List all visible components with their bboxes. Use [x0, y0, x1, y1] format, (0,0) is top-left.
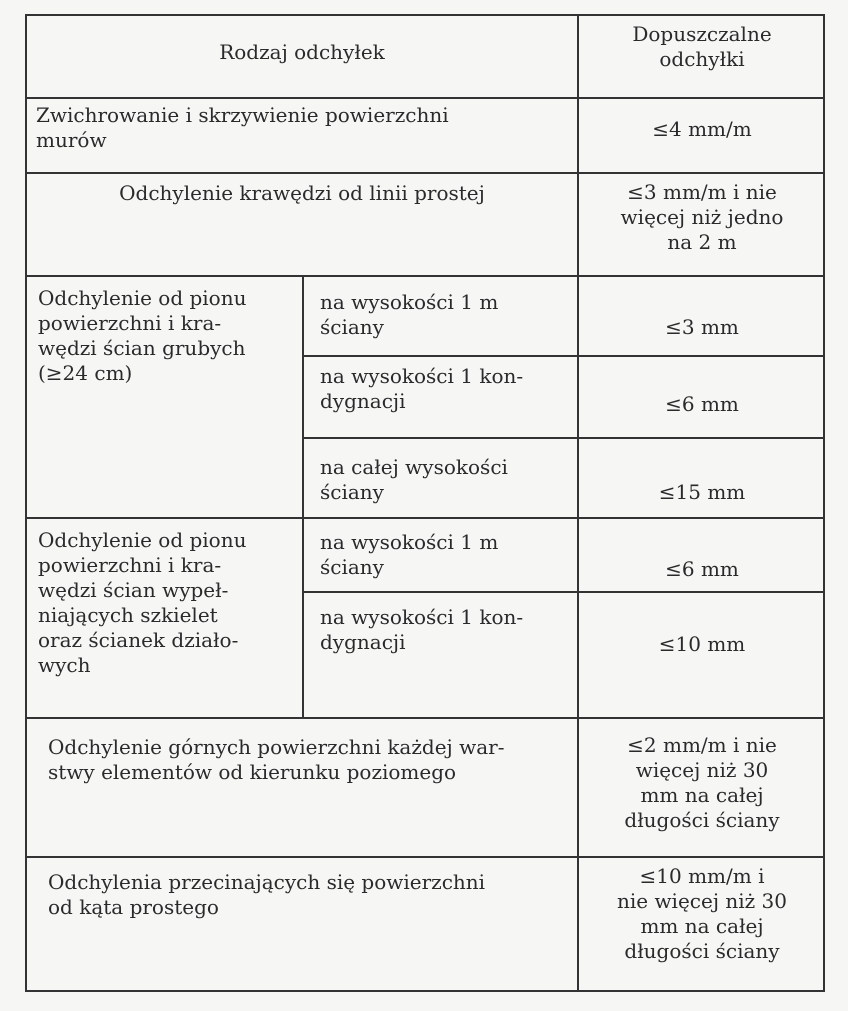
subrow-divider-3b [302, 437, 825, 439]
subrow-divider-3a [302, 355, 825, 357]
row1-label: Zwichrowanie i skrzywienie powierzchni murów [36, 103, 449, 152]
row6-label: Odchylenia przecinających się powierzchni od kąta prostego [48, 870, 486, 919]
row-divider-3 [25, 517, 825, 519]
row4-sub2-value: ≤10 mm [658, 632, 746, 656]
row5-value: ≤2 mm/m i nie więcej niż 30 mm na całej długości ściany [624, 733, 780, 832]
row4-sub2-label: na wysokości 1 kon- dygnacji [320, 605, 524, 654]
row2-label: Odchylenie krawędzi od linii prostej [119, 181, 485, 205]
row3-sub3-value: ≤15 mm [658, 480, 746, 504]
row3-sub2-label: na wysokości 1 kon- dygnacji [320, 364, 524, 413]
row4-sub1-value: ≤6 mm [665, 557, 739, 581]
row-divider-5 [25, 856, 825, 858]
row4-sub1-label: na wysokości 1 m ściany [320, 530, 499, 579]
row3-sub1-label: na wysokości 1 m ściany [320, 290, 499, 339]
row3-sub3-label: na całej wysokości ściany [320, 455, 508, 504]
row5-label: Odchylenie górnych powierzchni każdej war- stwy elementów od kierunku poziomego [48, 735, 505, 784]
row1-value: ≤4 mm/m [652, 117, 752, 141]
column-divider-sub [302, 275, 304, 718]
header-allowed-deviation: Dopuszczalne odchyłki [632, 22, 772, 71]
row3-group-label: Odchylenie od pionu powierzchni i kra- wędzi ścian grubych (≥24 cm) [38, 286, 247, 385]
row3-sub2-value: ≤6 mm [665, 392, 739, 416]
row-divider-1 [25, 172, 825, 174]
header-type-of-deviation: Rodzaj odchyłek [219, 40, 385, 64]
row-divider-header [25, 97, 825, 99]
row2-value: ≤3 mm/m i nie więcej niż jedno na 2 m [620, 180, 784, 254]
subrow-divider-4a [302, 591, 825, 593]
row-divider-2 [25, 275, 825, 277]
row4-group-label: Odchylenie od pionu powierzchni i kra- wędzi ścian wypeł- niających szkielet oraz ścianek działo- wych [38, 528, 247, 677]
row3-sub1-value: ≤3 mm [665, 315, 739, 339]
row-divider-4 [25, 717, 825, 719]
row6-value: ≤10 mm/m i nie więcej niż 30 mm na całej długości ściany [616, 864, 788, 963]
